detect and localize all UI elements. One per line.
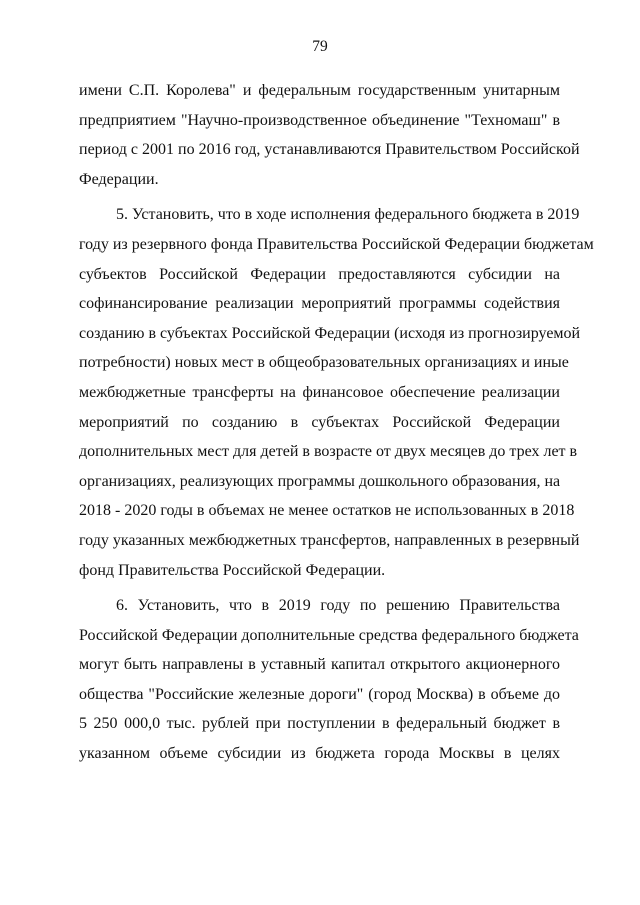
text-line: субъектов Российской Федерации предоставляются субсидии на xyxy=(79,265,560,283)
text-line: межбюджетные трансферты на финансовое обеспечение реализации xyxy=(79,383,560,401)
paragraph xyxy=(79,76,580,194)
text-line: предприятием "Научно-производственное объединение "Техномаш" в xyxy=(79,111,560,129)
text-line: Федерации. xyxy=(79,170,159,188)
text-line: софинансирование реализации мероприятий программы содействия xyxy=(79,295,560,313)
text-line: 6. Установить, что в 2019 году по решению Правительства xyxy=(116,597,560,615)
text-line: потребности) новых мест в общеобразовательных организациях и иные xyxy=(79,354,569,372)
text-line: 2018 - 2020 годы в объемах не менее остатков не использованных в 2018 xyxy=(79,502,575,520)
document-body xyxy=(79,76,594,769)
text-line: Российской Федерации дополнительные средства федерального бюджета xyxy=(79,626,579,644)
text-line: дополнительных мест для детей в возрасте от двух месяцев до трех лет в xyxy=(79,443,578,461)
text-line: фонд Правительства Российской Федерации. xyxy=(79,561,386,579)
paragraph xyxy=(79,591,579,769)
text-line: мероприятий по созданию в субъектах Российской Федерации xyxy=(79,413,560,431)
text-line: общества "Российские железные дороги" (город Москва) в объеме до xyxy=(79,685,560,703)
text-line: созданию в субъектах Российской Федерации (исходя из прогнозируемой xyxy=(79,324,581,342)
text-line: могут быть направлены в уставный капитал открытого акционерного xyxy=(79,656,560,674)
text-line: году указанных межбюджетных трансфертов, направленных в резервный xyxy=(79,531,580,549)
page-number: 79 xyxy=(312,38,328,55)
paragraph xyxy=(79,200,594,585)
text-line: 5 250 000,0 тыс. рублей при поступлении в федеральный бюджет в xyxy=(79,715,560,733)
text-line: организациях, реализующих программы дошкольного образования, на xyxy=(79,472,561,490)
text-line: указанном объеме субсидии из бюджета города Москвы в целях xyxy=(79,745,560,763)
text-line: период с 2001 по 2016 год, устанавливаются Правительством Российской xyxy=(79,141,580,159)
text-line: году из резервного фонда Правительства Российской Федерации бюджетам xyxy=(79,235,594,253)
text-line: имени С.П. Королева" и федеральным государственным унитарным xyxy=(79,82,560,99)
text-line: 5. Установить, что в ходе исполнения федерального бюджета в 2019 xyxy=(116,206,580,224)
